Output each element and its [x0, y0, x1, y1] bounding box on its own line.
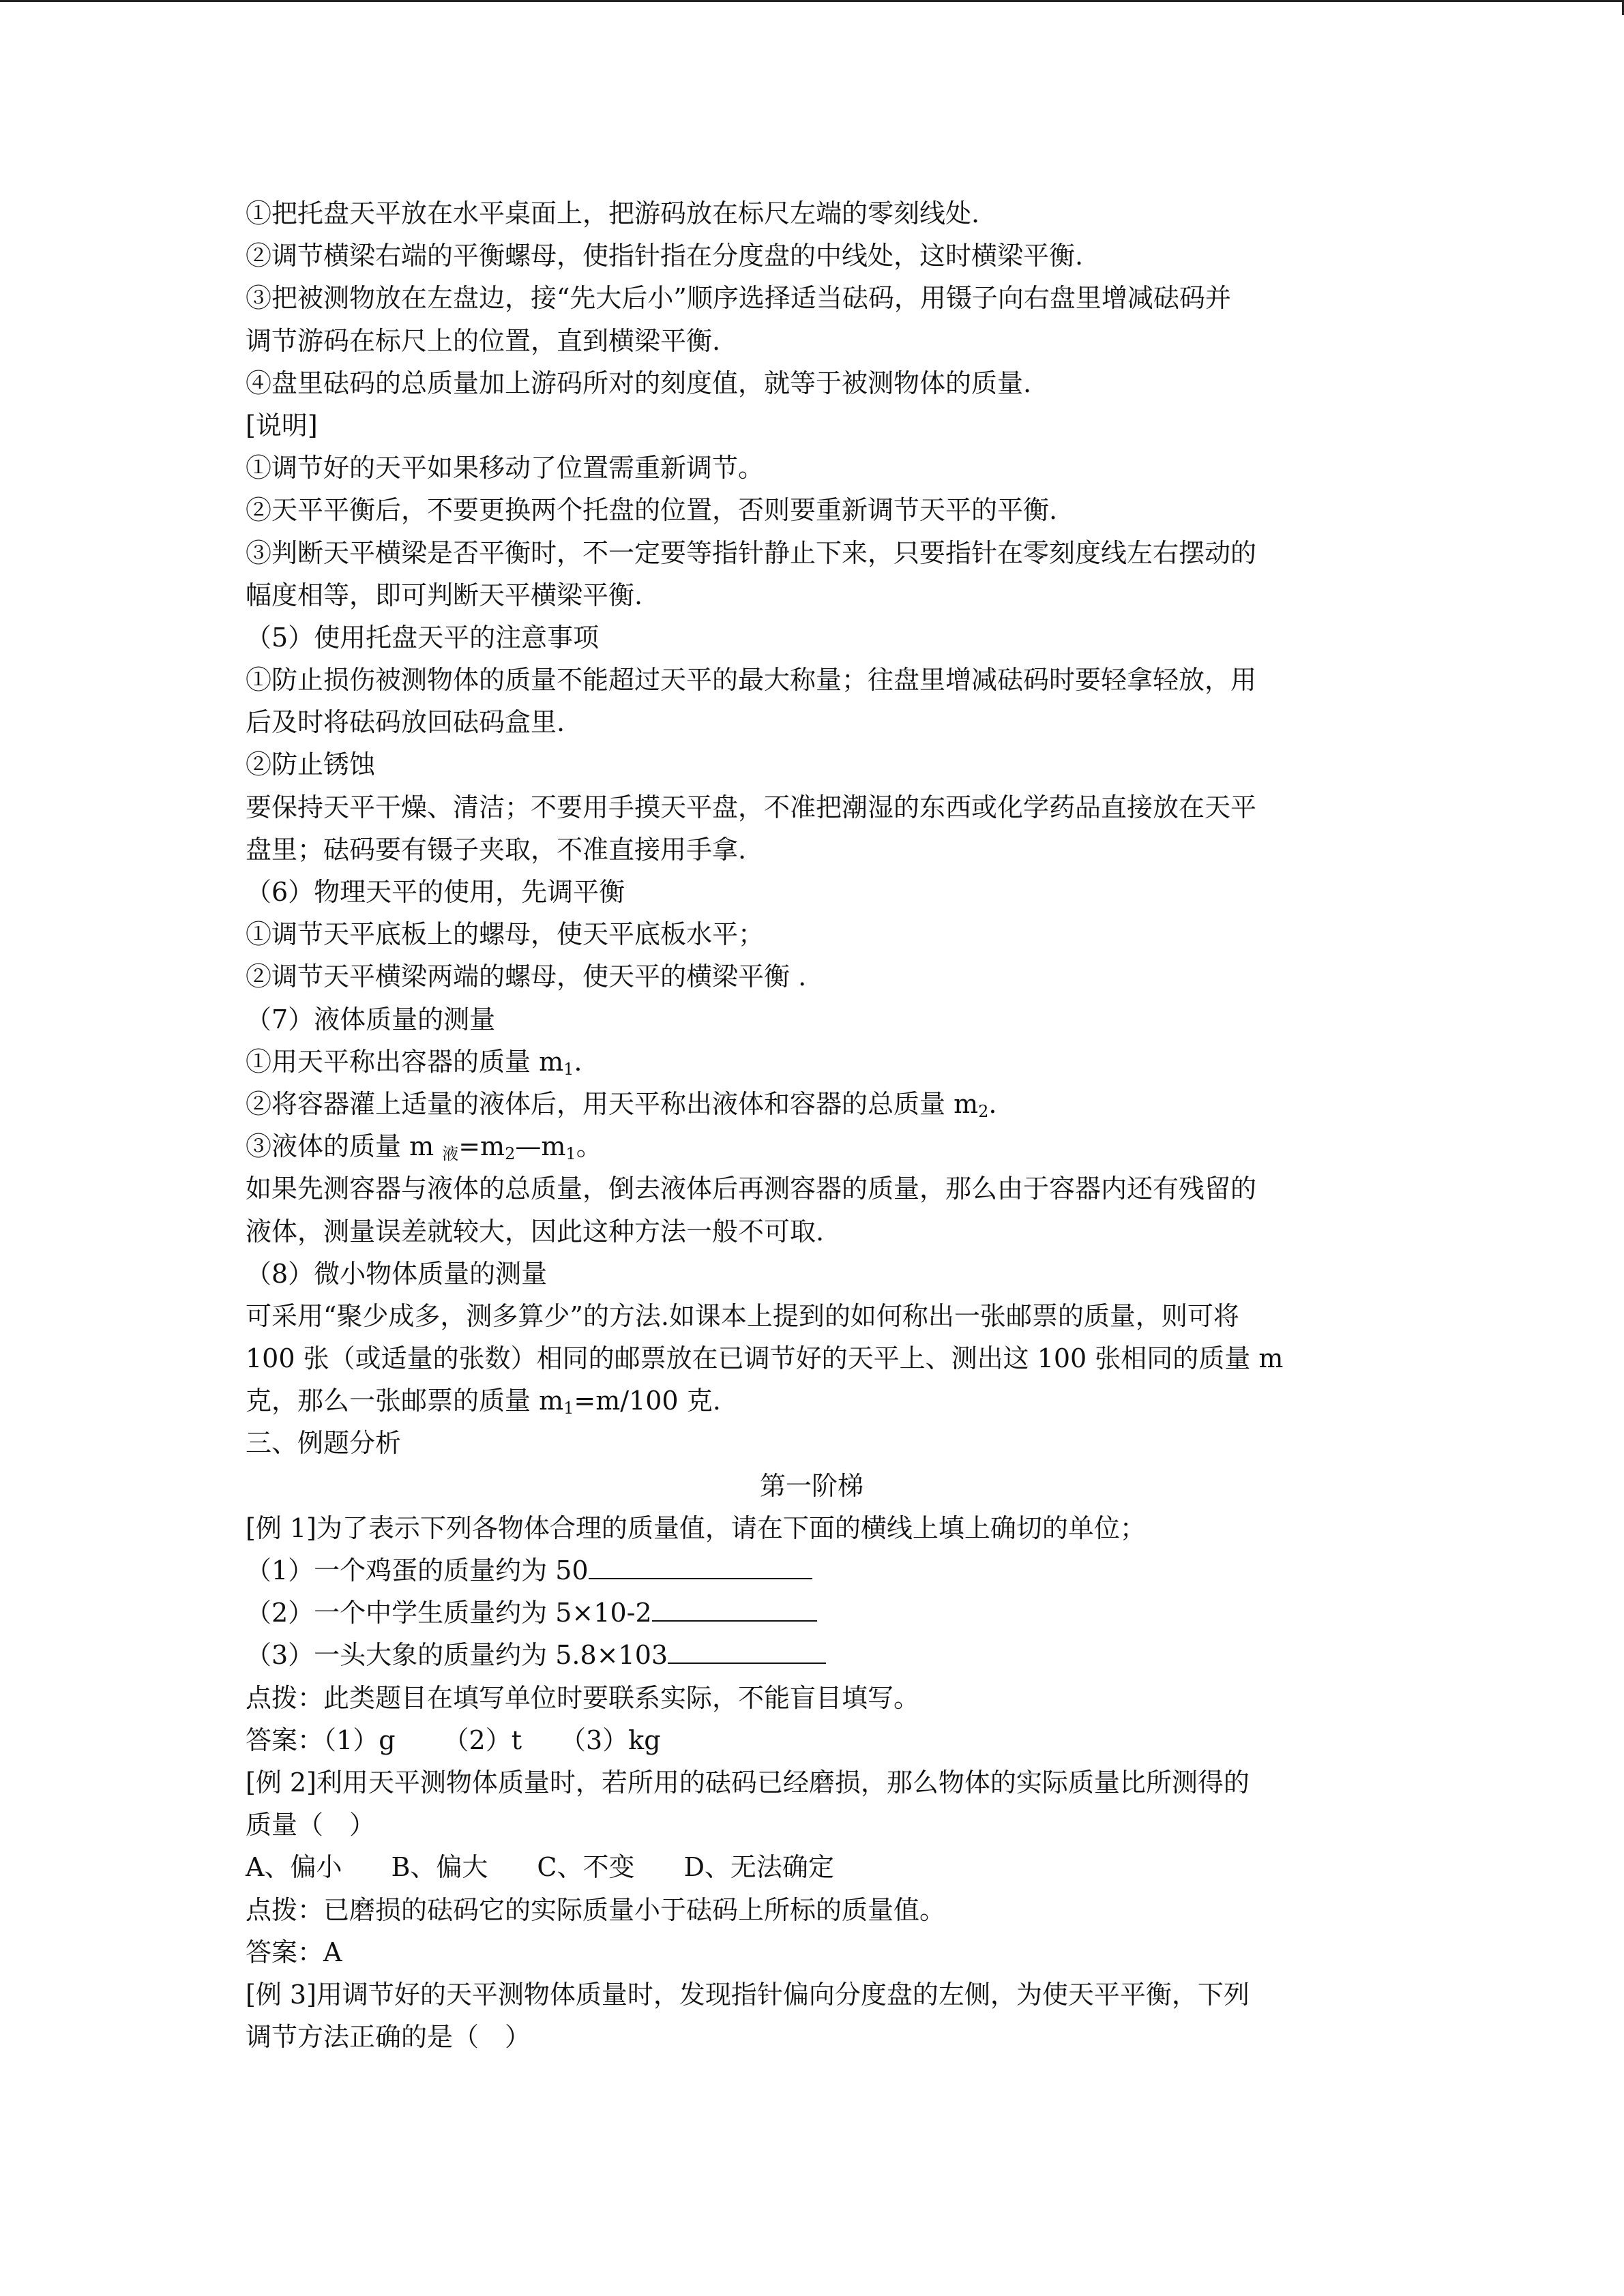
- formula-text: ②将容器灌上适量的液体后，用天平称出液体和容器的总质量 m: [246, 1088, 979, 1119]
- answer-line: 答案：A: [246, 1937, 342, 1967]
- subscript: 2: [505, 1144, 516, 1164]
- example-question: [例 3]用调节好的天平测物体质量时，发现指针偏向分度盘的左侧，为使天平平衡，下列: [246, 1979, 1250, 2010]
- text-line: ④盘里砝码的总质量加上游码所对的刻度值，就等于被测物体的质量.: [246, 368, 1032, 398]
- hint-line: 点拨：已磨损的砝码它的实际质量小于砝码上所标的质量值。: [246, 1894, 946, 1925]
- formula-text: —m: [515, 1131, 566, 1162]
- formula-text: ①用天平称出容器的质量 m: [246, 1046, 564, 1077]
- answer-blank: [652, 1593, 817, 1622]
- section-label: [说明]: [246, 410, 318, 441]
- formula-tail: .: [574, 1046, 582, 1077]
- answer-label: 答案：: [246, 1725, 324, 1755]
- formula-line: [246, 1041, 1378, 1083]
- subscript: 2: [978, 1101, 989, 1121]
- formula-text: ③液体的质量 m: [246, 1131, 443, 1162]
- text-line: ③把被测物放在左盘边，接“先大后小”顺序选择适当砝码，用镊子向右盘里增减砝码并: [246, 283, 1231, 314]
- formula-text: 克，那么一张邮票的质量 m: [246, 1386, 564, 1416]
- text-line: 100 张（或适量的张数）相同的邮票放在已调节好的天平上、测出这 100 张相同的质量 m: [246, 1343, 1284, 1374]
- option-a: A、偏小: [246, 1852, 342, 1883]
- stage-title: 第一阶梯: [759, 1470, 863, 1501]
- text-line: 液体，测量误差就较大，因此这种方法一般不可取.: [246, 1216, 825, 1247]
- text-line: 要保持天平干燥、清洁；不要用手摸天平盘，不准把潮湿的东西或化学药品直接放在天平: [246, 792, 1257, 822]
- text-line: 可采用“聚少成多，测多算少”的方法.如课本上提到的如何称出一张邮票的质量，则可将: [246, 1300, 1239, 1331]
- text-line: 后及时将砝码放回砝码盒里.: [246, 707, 565, 738]
- option-c: C、不变: [537, 1852, 635, 1883]
- option-d: D、无法确定: [683, 1852, 834, 1883]
- text-line: 如果先测容器与液体的总质量，倒去液体后再测容器的质量，那么由于容器内还有残留的: [246, 1174, 1257, 1204]
- item-text: （3）一头大象的质量约为 5.8×103: [246, 1640, 668, 1671]
- text-line: 盘里；砝码要有镊子夹取，不准直接用手拿.: [246, 834, 747, 865]
- formula-line: [246, 1380, 1378, 1422]
- formula-text: =m/100 克.: [574, 1386, 721, 1416]
- text-line: ②调节横梁右端的平衡螺母，使指针指在分度盘的中线处，这时横梁平衡.: [246, 241, 1084, 271]
- formula-line: [246, 1083, 1378, 1125]
- example-question: 调节方法正确的是（ ）: [246, 2022, 531, 2053]
- example-item: [246, 1549, 1378, 1592]
- text-line: 调节游码在标尺上的位置，直到横梁平衡.: [246, 325, 721, 356]
- text-line: ①调节好的天平如果移动了位置需重新调节。: [246, 453, 765, 483]
- answer-item: （1）g: [323, 1725, 396, 1755]
- text-line: 幅度相等，即可判断天平横梁平衡.: [246, 580, 643, 610]
- option-b: B、偏大: [391, 1852, 488, 1883]
- subheading: （8）微小物体质量的测量: [246, 1258, 548, 1289]
- subheading: （6）物理天平的使用，先调平衡: [246, 877, 625, 907]
- example-question: [例 2]利用天平测物体质量时，若所用的砝码已经磨损，那么物体的实际质量比所测得的: [246, 1767, 1250, 1798]
- formula-line: [246, 1125, 1378, 1167]
- hint-line: 点拨：此类题目在填写单位时要联系实际，不能盲目填写。: [246, 1682, 920, 1713]
- subheading: （7）液体质量的测量: [246, 1004, 496, 1034]
- text-line: ②防止锈蚀: [246, 749, 376, 780]
- subscript: 液: [442, 1144, 459, 1164]
- answer-item: （3）kg: [559, 1725, 661, 1755]
- example-item: [246, 1634, 1378, 1676]
- answer-line: [246, 1719, 1378, 1761]
- example-item: [246, 1592, 1378, 1634]
- formula-tail: 。: [576, 1131, 602, 1162]
- example-question: [例 1]为了表示下列各物体合理的质量值，请在下面的横线上填上确切的单位；: [246, 1512, 1146, 1543]
- section-heading: 三、例题分析: [246, 1428, 402, 1459]
- answer-item: （2）t: [443, 1725, 522, 1755]
- text-line: ②天平平衡后，不要更换两个托盘的位置，否则要重新调节天平的平衡.: [246, 495, 1058, 526]
- formula-tail: .: [988, 1088, 997, 1119]
- example-question: 质量（ ）: [246, 1810, 376, 1840]
- formula-text: =m: [458, 1131, 505, 1162]
- text-line: ②调节天平横梁两端的螺母，使天平的横梁平衡 .: [246, 961, 807, 992]
- text-line: ③判断天平横梁是否平衡时，不一定要等指针静止下来，只要指针在零刻度线左右摆动的: [246, 537, 1257, 568]
- text-line: ①防止损伤被测物体的质量不能超过天平的最大称量；往盘里增减砝码时要轻拿轻放，用: [246, 665, 1257, 696]
- subheading: （5）使用托盘天平的注意事项: [246, 622, 600, 653]
- subscript: 1: [563, 1399, 574, 1418]
- item-text: （2）一个中学生质量约为 5×10-2: [246, 1598, 652, 1628]
- subscript: 1: [565, 1144, 576, 1164]
- text-line: ①把托盘天平放在水平桌面上，把游码放在标尺左端的零刻线处.: [246, 198, 980, 228]
- subscript: 1: [563, 1059, 574, 1079]
- answer-blank: [589, 1551, 812, 1579]
- document-body: [246, 192, 1378, 2058]
- options-line: [246, 1846, 1378, 1888]
- text-line: ①调节天平底板上的螺母，使天平底板水平；: [246, 919, 765, 950]
- item-text: （1）一个鸡蛋的质量约为 50: [246, 1555, 589, 1585]
- top-border: [0, 0, 1624, 2]
- answer-blank: [668, 1635, 826, 1664]
